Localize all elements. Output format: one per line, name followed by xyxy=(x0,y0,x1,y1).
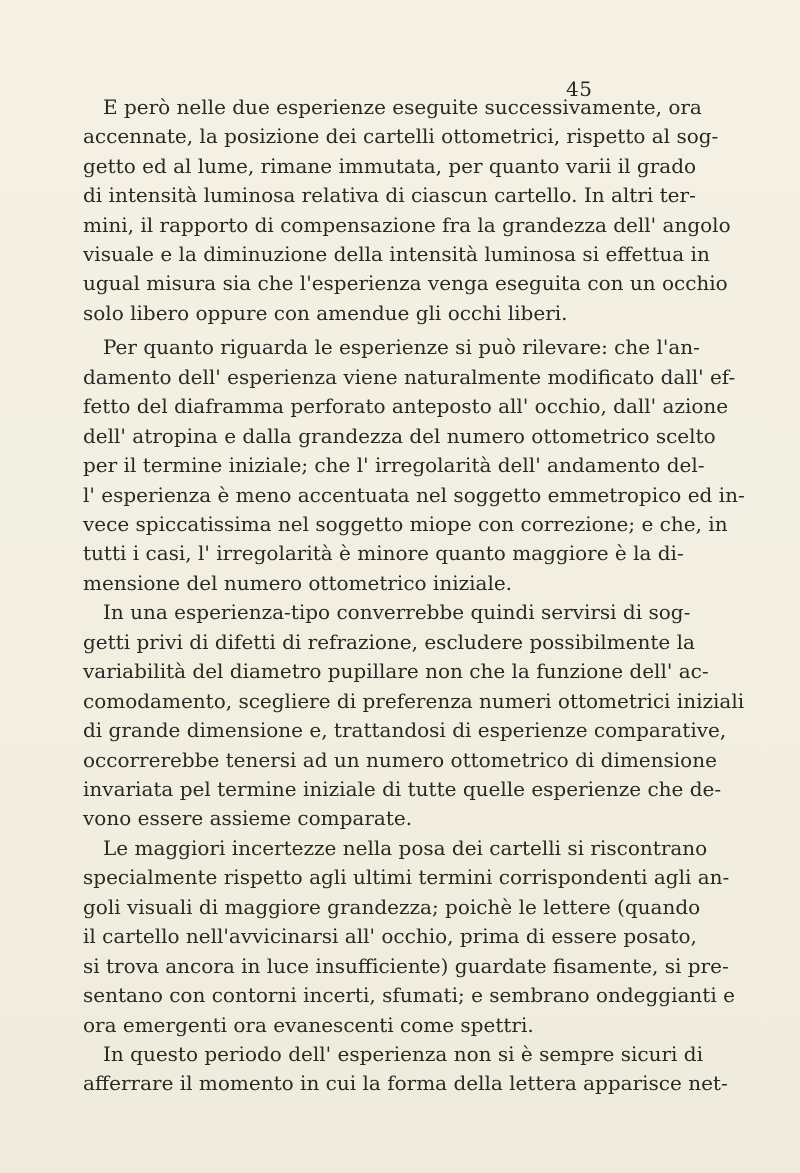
text-line: solo libero oppure con amendue gli occhi liberi. xyxy=(83,301,568,325)
text-line: Le maggiori incertezze nella posa dei cartelli si riscontrano xyxy=(103,836,708,860)
text-line: E però nelle due esperienze eseguite successivamente, ora xyxy=(103,95,702,119)
text-line: afferrare il momento in cui la forma della lettera apparisce net- xyxy=(83,1071,728,1095)
text-line: variabilità del diametro pupillare non che la funzione dell' ac- xyxy=(83,659,709,683)
text-line: visuale e la diminuzione della intensità luminosa si effettua in xyxy=(83,242,710,266)
text-line: getto ed al lume, rimane immutata, per quanto varii il grado xyxy=(83,154,697,178)
text-line: invariata pel termine iniziale di tutte quelle esperienze che de- xyxy=(83,777,722,801)
text-line: per il termine iniziale; che l' irregolarità dell' andamento del- xyxy=(83,453,705,477)
text-line: accennate, la posizione dei cartelli ottometrici, rispetto al sog- xyxy=(83,124,719,148)
text-line: In una esperienza-tipo converrebbe quindi servirsi di sog- xyxy=(103,600,691,624)
text-line: getti privi di difetti di refrazione, escludere possibilmente la xyxy=(83,630,695,654)
text-line: damento dell' esperienza viene naturalmente modificato dall' ef- xyxy=(83,365,736,389)
text-line: tutti i casi, l' irregolarità è minore quanto maggiore è la di- xyxy=(83,541,684,565)
text-line: mini, il rapporto di compensazione fra la grandezza dell' angolo xyxy=(83,213,731,237)
text-line: fetto del diaframma perforato anteposto all' occhio, dall' azione xyxy=(83,394,729,418)
text-line: vono essere assieme comparate. xyxy=(83,806,413,830)
text-line: In questo periodo dell' esperienza non si è sempre sicuri di xyxy=(103,1042,703,1066)
text-line: il cartello nell'avvicinarsi all' occhio, prima di essere posato, xyxy=(83,924,697,948)
text-line: l' esperienza è meno accentuata nel soggetto emmetropico ed in- xyxy=(83,483,745,507)
text-line: ora emergenti ora evanescenti come spettri. xyxy=(83,1013,534,1037)
text-line: sentano con contorni incerti, sfumati; e sembrano ondeggianti e xyxy=(83,983,735,1007)
text-line: di intensità luminosa relativa di ciascun cartello. In altri ter- xyxy=(83,183,696,207)
text-line: occorrerebbe tenersi ad un numero ottometrico di dimensione xyxy=(83,748,717,772)
text-line: Per quanto riguarda le esperienze si può rilevare: che l'an- xyxy=(103,335,700,359)
page-number: 45 xyxy=(566,77,593,101)
text-line: ugual misura sia che l'esperienza venga eseguita con un occhio xyxy=(83,271,728,295)
text-line: specialmente rispetto agli ultimi termini corrispondenti agli an- xyxy=(83,865,730,889)
text-line: comodamento, scegliere di preferenza numeri ottometrici iniziali xyxy=(83,689,745,713)
text-line: mensione del numero ottometrico iniziale. xyxy=(83,571,513,595)
text-line: si trova ancora in luce insufficiente) guardate fisamente, si pre- xyxy=(83,954,729,978)
text-line: dell' atropina e dalla grandezza del numero ottometrico scelto xyxy=(83,424,716,448)
text-line: goli visuali di maggiore grandezza; poichè le lettere (quando xyxy=(83,895,701,919)
text-line: vece spiccatissima nel soggetto miope con correzione; e che, in xyxy=(83,512,728,536)
text-line: di grande dimensione e, trattandosi di esperienze comparative, xyxy=(83,718,727,742)
